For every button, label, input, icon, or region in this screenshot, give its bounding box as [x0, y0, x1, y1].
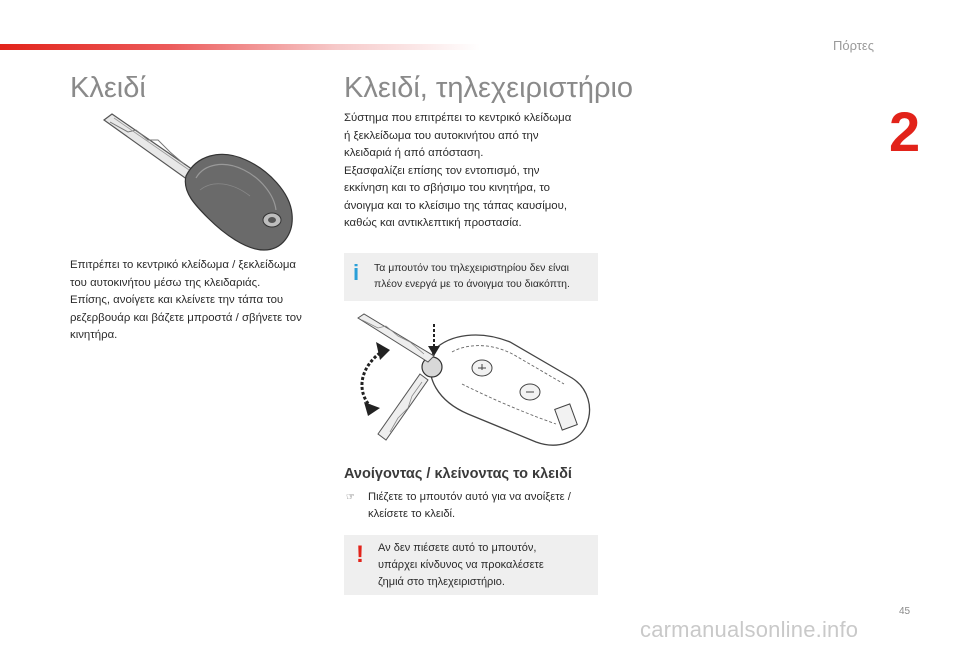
remote-key-description [344, 110, 604, 233]
instruction-text [368, 489, 604, 523]
key-description [70, 257, 330, 345]
warning-note-line: ζημιά στο τηλεχειριστήριο. [378, 576, 505, 588]
section-name: Πόρτες [832, 38, 874, 53]
key-description-line: ρεζερβουάρ και βάζετε μπροστά / σβήνετε τον [70, 311, 302, 324]
remote-description-line: κλειδαριά ή από απόσταση. [344, 147, 484, 159]
info-note-line: πλέον ενεργά με το άνοιγμα του διακόπτη. [374, 278, 570, 290]
key-title: Κλειδί [70, 72, 146, 104]
remote-description-line: ή ξεκλείδωμα του αυτοκινήτου από την [344, 129, 539, 142]
info-note-line: Τα μπουτόν του τηλεχειριστηρίου δεν είναι [374, 262, 570, 274]
warning-note-line: Αν δεν πιέσετε αυτό το μπουτόν, [378, 542, 537, 554]
key-description-line: του αυτοκινήτου μέσω της κλειδαριάς. [70, 276, 261, 289]
pointing-hand-icon: ☞ [346, 492, 355, 503]
remote-key-title: Κλειδί, τηλεχειριστήριο [344, 72, 634, 104]
instruction-line: κλείσετε το κλειδί. [368, 508, 456, 520]
remote-key-illustration [350, 312, 600, 462]
remote-description-line: εκκίνηση και το σβήσιμο του κινητήρα, το [344, 182, 550, 194]
info-note-text [374, 260, 594, 292]
remote-description-line: άνοιγμα και το κλείσιμο της τάπας καυσίμου, [344, 199, 568, 212]
warning-note-line: υπάρχει κίνδυνος να προκαλέσετε [378, 559, 544, 571]
key-description-line: Επίσης, ανοίγετε και κλείνετε την τάπα του [70, 294, 284, 306]
watermark: carmanualsonline.info [640, 617, 859, 642]
info-icon: i [353, 260, 360, 285]
key-illustration [100, 110, 300, 260]
chapter-number: 2 [889, 100, 921, 163]
open-close-heading: Ανοίγοντας / κλείνοντας το κλειδί [344, 466, 572, 482]
info-note [344, 253, 598, 301]
warning-note-text [378, 540, 593, 591]
remote-description-line: Εξασφαλίζει επίσης τον εντοπισμό, την [344, 164, 540, 177]
instruction-line: Πιέζετε το μπουτόν αυτό για να ανοίξετε / [368, 491, 571, 503]
key-description-line: Επιτρέπει το κεντρικό κλείδωμα / ξεκλείδωμα [70, 259, 296, 271]
remote-description-line: καθώς και αντικλεπτική προστασία. [344, 217, 522, 229]
key-description-line: κινητήρα. [70, 329, 118, 341]
warning-icon: ! [356, 541, 364, 568]
header-accent-bar [0, 44, 480, 50]
remote-description-line: Σύστημα που επιτρέπει το κεντρικό κλείδωμα [344, 112, 572, 124]
page-number: 45 [899, 606, 911, 617]
warning-note [344, 535, 598, 595]
